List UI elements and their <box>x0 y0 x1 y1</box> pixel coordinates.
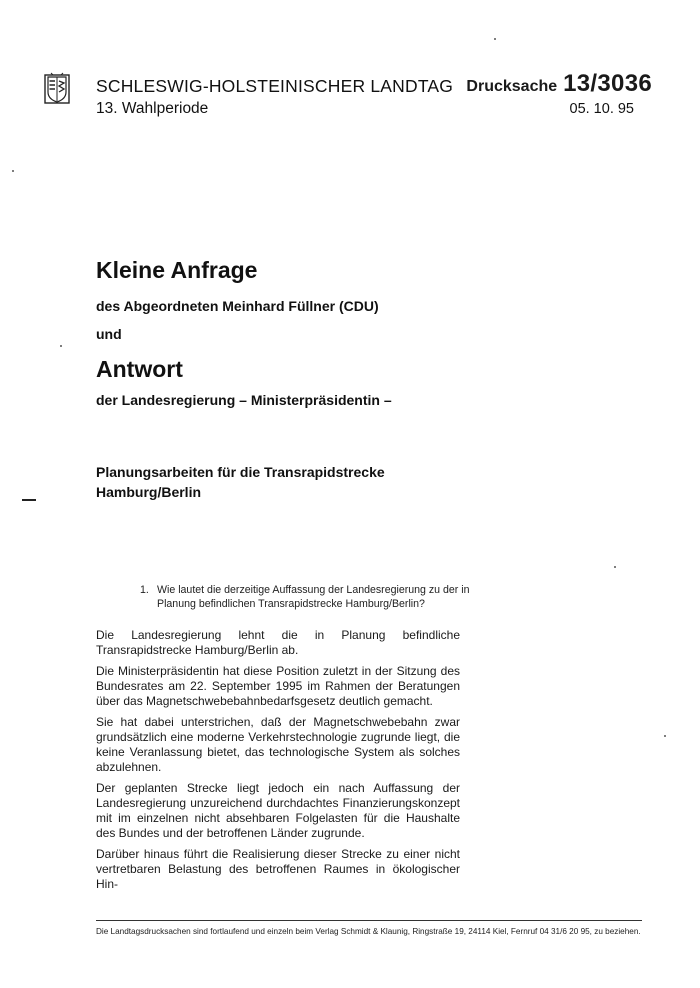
subtitle-und: und <box>96 326 122 342</box>
margin-mark <box>22 499 36 501</box>
question-1 <box>140 583 470 611</box>
topic-heading <box>96 462 385 502</box>
drucksache-block <box>466 70 652 98</box>
answer-paragraph: Der geplanten Strecke liegt jedoch ein nach Auffassung der Landesregierung unzureichend durchdachtes Finanzierungskonzept mit im einzelnen nicht absehbaren Folgelasten für die Haushalte des Bundes und der betroffenen Länder zugrunde. <box>96 781 460 840</box>
question-number: 1. <box>140 584 149 596</box>
question-text: Wie lautet die derzeitige Auffassung der Landesregierung zu der in Planung befindlichen Transrapidstrecke Hamburg/Berlin? <box>157 584 470 610</box>
scan-speck <box>12 170 14 172</box>
subtitle-landesregierung: der Landesregierung – Ministerpräsidentin – <box>96 392 392 408</box>
scan-speck <box>494 38 496 40</box>
drucksache-number: 13/3036 <box>563 70 652 97</box>
document-date: 05. 10. 95 <box>569 101 634 117</box>
answer-paragraph: Die Landesregierung lehnt die in Planung befindliche Transrapidstrecke Hamburg/Berlin ab. <box>96 628 460 657</box>
footer-rule <box>96 920 642 921</box>
scan-speck <box>614 566 616 568</box>
answer-paragraph: Darüber hinaus führt die Realisierung dieser Strecke zu einer nicht vertretbaren Belastung des betroffenen Raumes in ökologischer Hin- <box>96 847 460 891</box>
title-antwort: Antwort <box>96 356 183 382</box>
drucksache-label: Drucksache <box>466 78 558 95</box>
scan-speck <box>664 735 666 737</box>
footer-note: Die Landtagsdrucksachen sind fortlaufend und einzeln beim Verlag Schmidt & Klaunig, Ringstraße 19, 24114 Kiel, Fernruf 04 31/6 20 95, zu beziehen. <box>96 927 641 936</box>
coat-of-arms-icon <box>44 72 70 106</box>
scan-speck <box>60 345 62 347</box>
organization-name: SCHLESWIG-HOLSTEINISCHER LANDTAG <box>96 76 454 96</box>
election-period: 13. Wahlperiode <box>96 100 209 117</box>
subtitle-abgeordneter: des Abgeordneten Meinhard Füllner (CDU) <box>96 298 379 314</box>
title-kleine-anfrage: Kleine Anfrage <box>96 257 258 283</box>
answer-body <box>96 628 460 898</box>
answer-paragraph: Sie hat dabei unterstrichen, daß der Magnetschwebebahn zwar grundsätzlich eine moderne Verkehrstechnologie zugrunde liegt, die keine Veranlassung bietet, das technologische System als solches abzulehnen. <box>96 715 460 774</box>
answer-paragraph: Die Ministerpräsidentin hat diese Position zuletzt in der Sitzung des Bundesrates am 22. September 1995 im Rahmen der Beratungen über das Magnetschwebebahnbedarfsgesetz deutlich gemacht. <box>96 664 460 708</box>
topic-line-2: Hamburg/Berlin <box>96 484 202 500</box>
topic-line-1: Planungsarbeiten für die Transrapidstrecke <box>96 464 385 480</box>
